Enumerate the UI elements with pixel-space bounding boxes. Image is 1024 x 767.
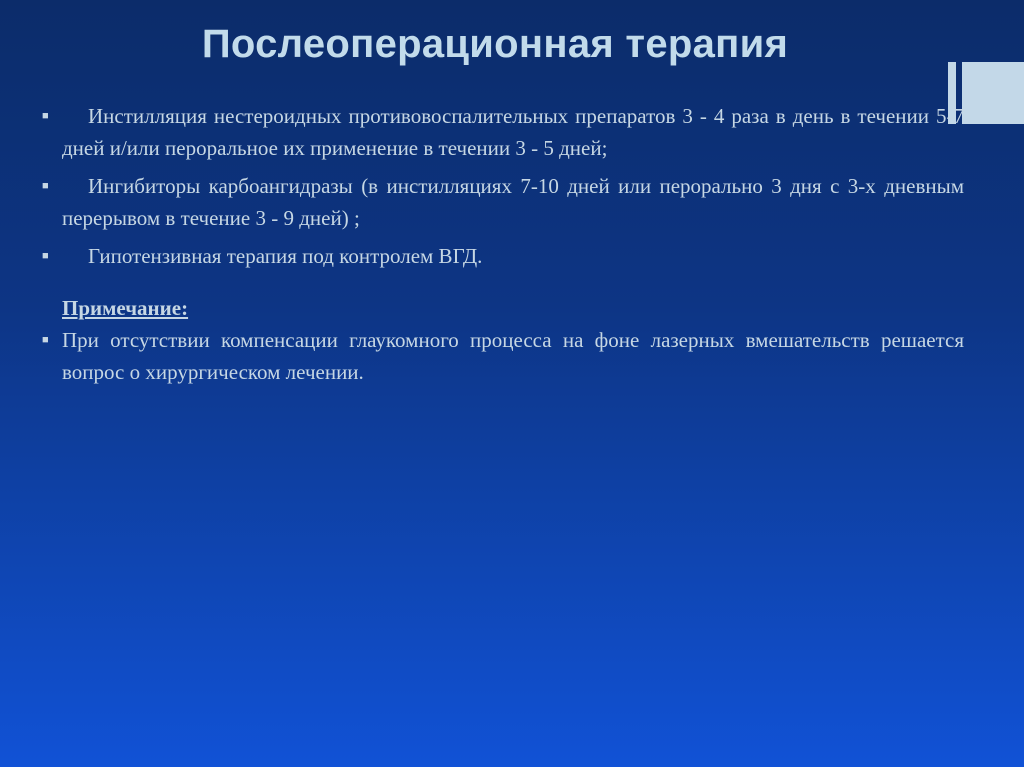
square-bullet-icon: ■	[42, 180, 49, 192]
note-item	[42, 324, 964, 388]
square-bullet-icon: ■	[42, 334, 49, 346]
bullet-item	[42, 170, 964, 234]
decorative-bar-wide	[962, 62, 1024, 124]
bullet-text: Гипотензивная терапия под контролем ВГД.	[88, 244, 483, 268]
bullet-item	[42, 100, 964, 164]
slide-content	[42, 100, 964, 388]
bullet-text: Инстилляция нестероидных противовоспалительных препаратов 3 - 4 раза в день в течении 5-7 дней и/или пероральное их применение в течении 3 - 5 дней;	[62, 104, 964, 160]
square-bullet-icon: ■	[42, 110, 49, 122]
note-heading: Примечание:	[62, 296, 189, 320]
bullet-item	[42, 240, 964, 272]
bullet-text: Ингибиторы карбоангидразы (в инстилляциях 7-10 дней или перорально 3 дня с 3-х дневным перерывом в течение 3 - 9 дней) ;	[62, 174, 964, 230]
square-bullet-icon: ■	[42, 250, 49, 262]
note-text: При отсутствии компенсации глаукомного процесса на фоне лазерных вмешательств решается вопрос о хирургическом лечении.	[62, 328, 964, 384]
slide-title: Послеоперационная терапия	[201, 22, 789, 66]
